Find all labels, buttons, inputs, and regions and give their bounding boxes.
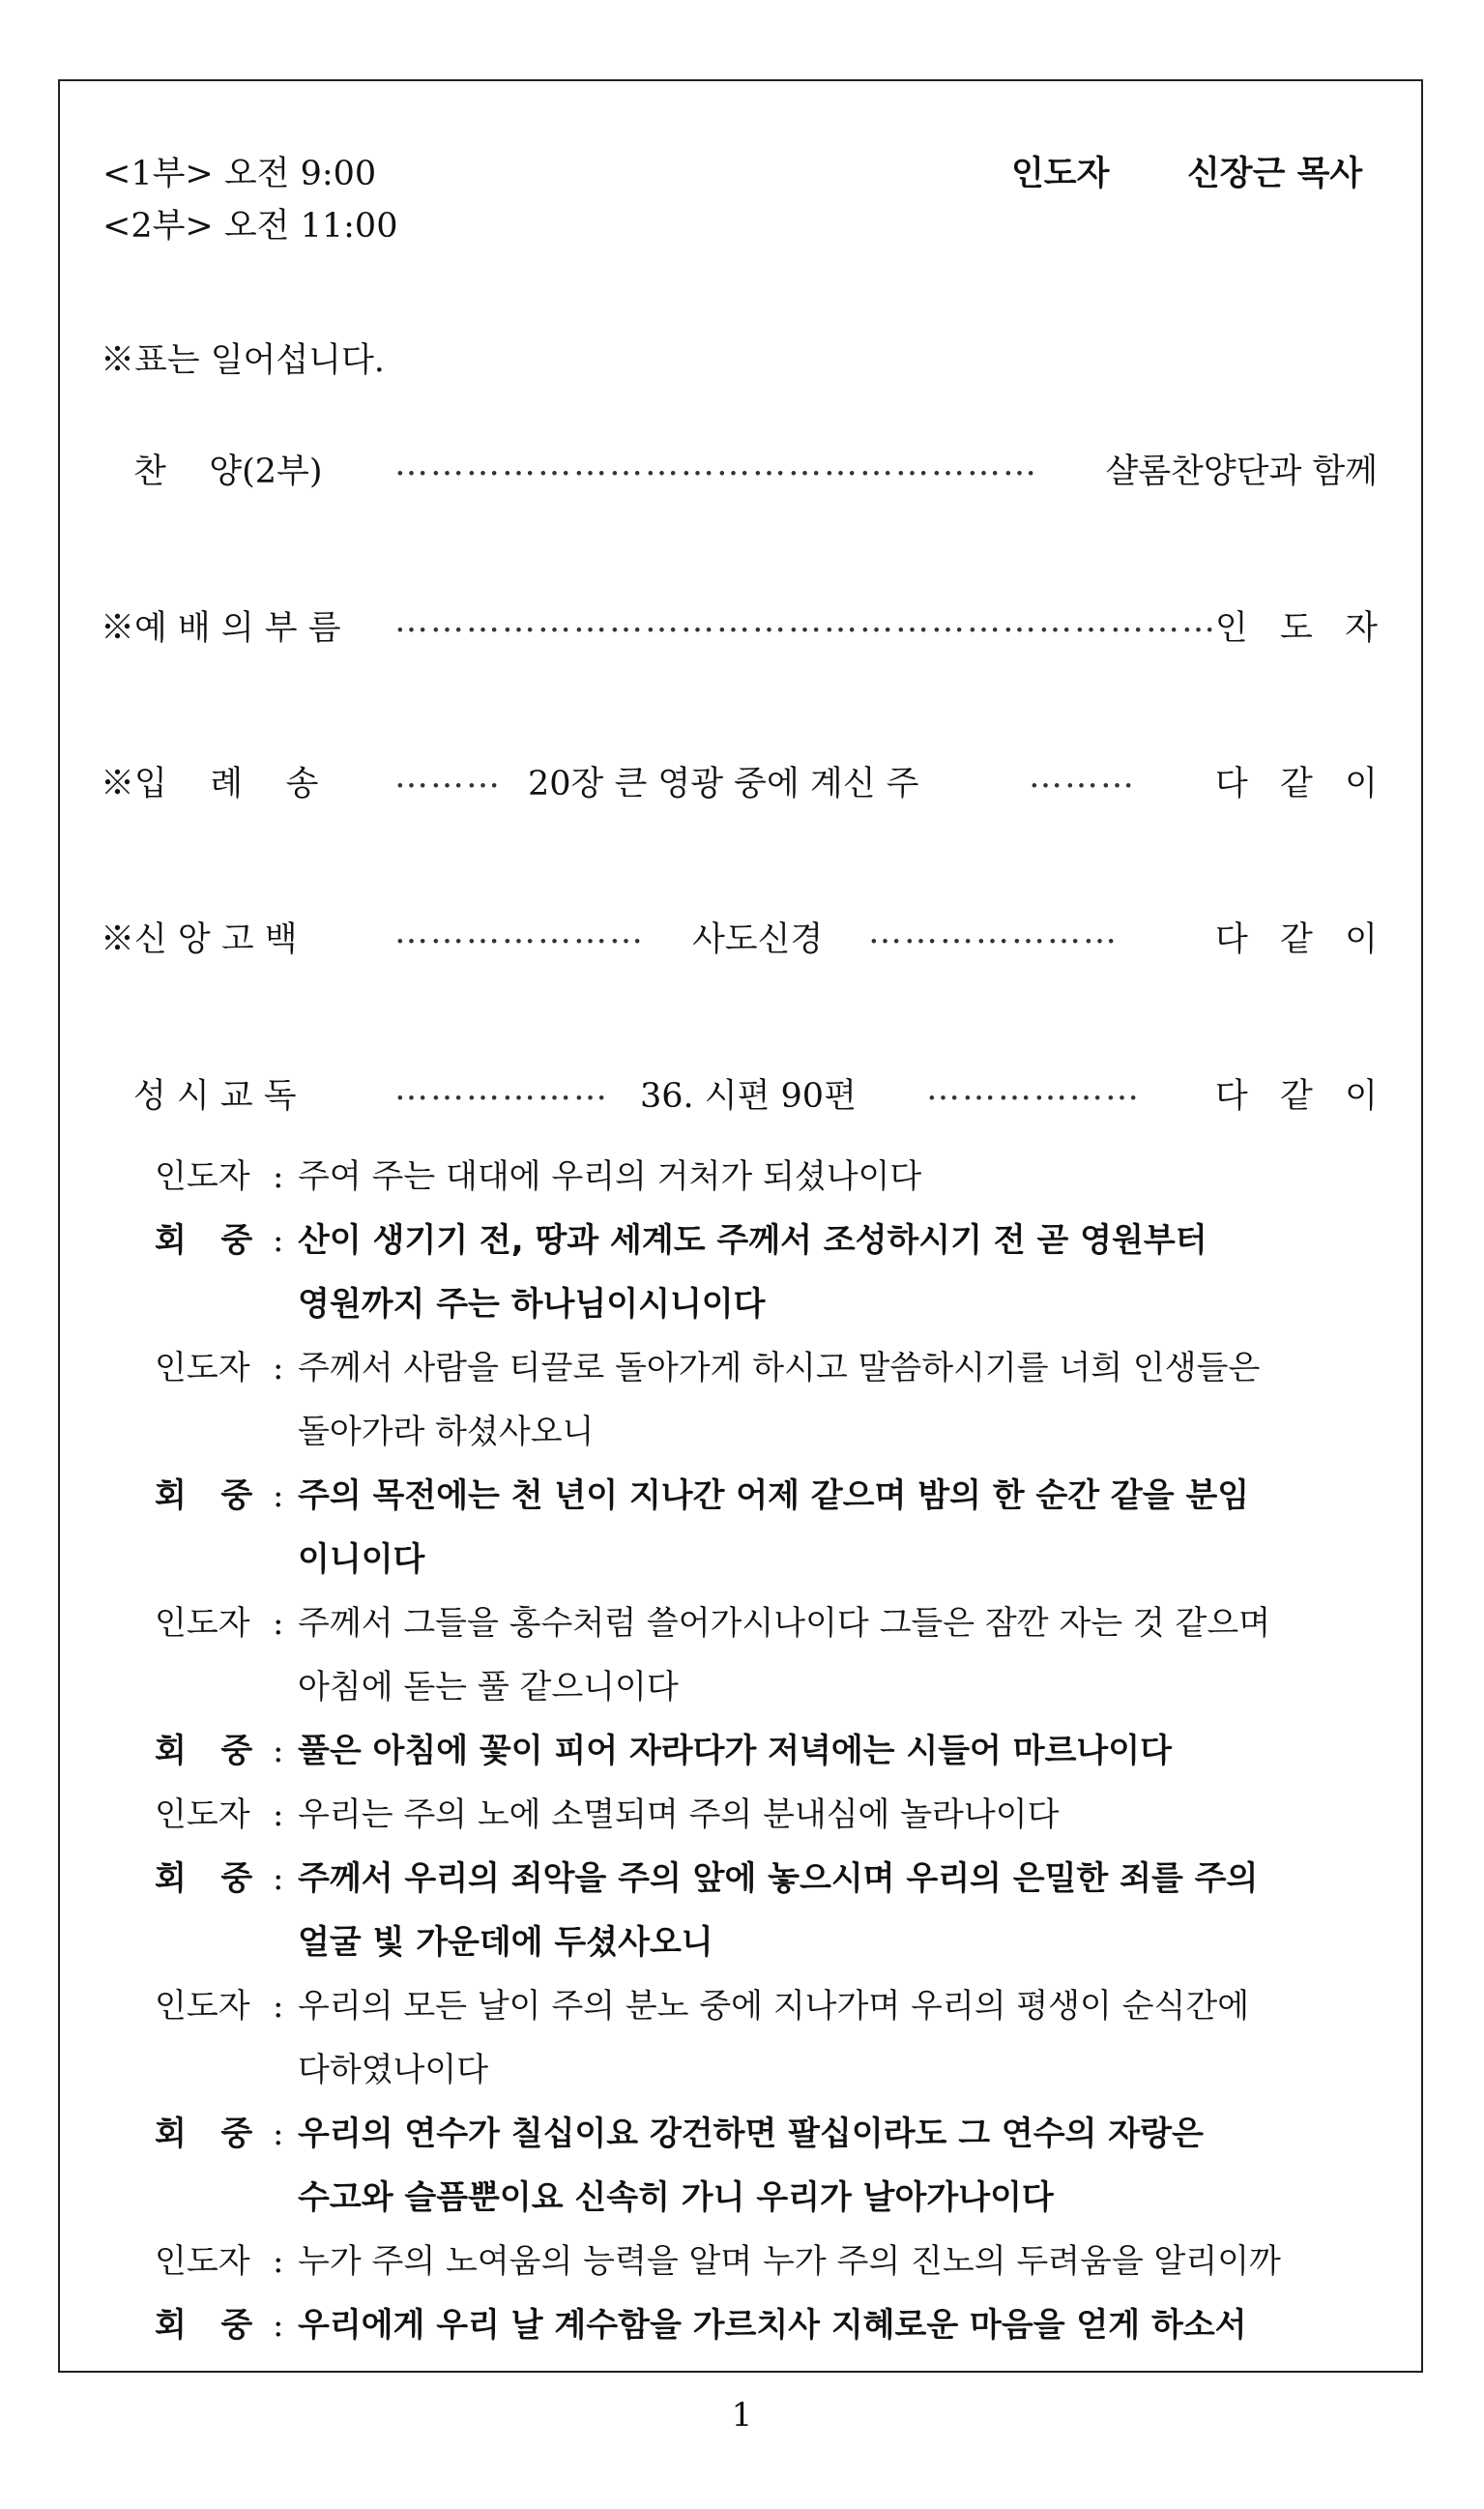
reading-text-line: 주의 목전에는 천 년이 지나간 어제 같으며 밤의 한 순간 같을 분임 — [298, 1476, 1250, 1515]
reading-text-line: 이니이다 — [298, 1540, 425, 1579]
congregation-line — [155, 1719, 1411, 1783]
reading-text — [298, 1783, 1484, 1847]
reading-text — [298, 1145, 1484, 1209]
order-item-performer: 인 도 자 — [1214, 609, 1378, 648]
reading-text-line: 주여 주는 대대에 우리의 거처가 되셨나이다 — [298, 1157, 922, 1196]
reading-text-line: 풀은 아침에 꽃이 피어 자라다가 저녁에는 시들어 마르나이다 — [298, 1732, 1172, 1770]
speaker-label: 인도자 — [155, 1157, 250, 1196]
reading-text — [298, 2293, 1484, 2357]
leader-dots: ……………… — [394, 1069, 609, 1108]
reading-text-line: 우리는 주의 노에 소멸되며 주의 분내심에 놀라나이다 — [298, 1795, 1060, 1834]
reading-text-line: 아침에 돋는 풀 같으니이다 — [298, 1668, 679, 1707]
speaker-colon: : — [273, 1476, 284, 1515]
order-item-title: 성 시 교 독 — [133, 1077, 297, 1116]
leader-line — [155, 2230, 1411, 2293]
order-item-title: 찬 양(2부) — [133, 452, 323, 491]
leader-dots: ………………… — [868, 913, 1119, 951]
order-item — [0, 601, 1484, 659]
order-item-content: 36. 시편 90편 — [640, 1077, 857, 1116]
speaker-colon: : — [273, 1349, 284, 1387]
order-item-title: ※입 례 송 — [101, 765, 319, 803]
reading-text-line: 우리의 연수가 칠십이요 강건하면 팔십이라도 그 연수의 자랑은 — [298, 2115, 1204, 2153]
reading-text-line: 영원까지 주는 하나님이시니이다 — [298, 1285, 766, 1324]
order-item-content: 20장 큰 영광 중에 계신 주 — [528, 765, 919, 803]
leader-dots: ……… — [1029, 757, 1136, 796]
speaker-label: 인도자 — [155, 1604, 250, 1643]
order-item-title: ※신 앙 고 백 — [101, 920, 298, 959]
speaker-colon: : — [273, 1795, 284, 1834]
leader-dots: …………………………………………………………… — [394, 601, 1217, 640]
speaker-colon: : — [273, 1859, 284, 1898]
service-time-2: <2부> 오전 11:00 — [102, 207, 398, 246]
speaker-label: 회 중 — [155, 2306, 253, 2345]
standing-notice: ※표는 일어섭니다. — [101, 341, 385, 380]
reading-text-line: 수고와 슬픔뿐이요 신속히 가니 우리가 날아가나이다 — [298, 2178, 1054, 2217]
leader-name: 신장근 목사 — [1187, 155, 1363, 193]
reading-text — [298, 1464, 1484, 1591]
speaker-label: 회 중 — [155, 1859, 253, 1898]
reading-text-line: 주께서 사람을 티끌로 돌아가게 하시고 말씀하시기를 너희 인생들은 — [298, 1349, 1261, 1387]
reading-text-line: 누가 주의 노여움의 능력을 알며 누가 주의 진노의 두려움을 알리이까 — [298, 2242, 1281, 2281]
order-item-performer: 다 같 이 — [1214, 1077, 1378, 1116]
leader-line — [155, 1336, 1411, 1464]
leader-line — [155, 1783, 1411, 1847]
order-item — [0, 445, 1484, 503]
leader-dots: ……… — [394, 757, 502, 796]
speaker-colon: : — [273, 1732, 284, 1770]
leader-label: 인도자 — [1011, 155, 1110, 193]
speaker-colon: : — [273, 2115, 284, 2153]
order-item-title: ※예 배 의 부 름 — [101, 609, 341, 648]
reading-text-line: 우리의 모든 날이 주의 분노 중에 지나가며 우리의 평생이 순식간에 — [298, 1987, 1250, 2026]
page-number: 1 — [731, 2396, 753, 2435]
service-time-1: <1부> 오전 9:00 — [102, 155, 377, 193]
reading-text-line: 우리에게 우리 날 계수함을 가르치사 지혜로운 마음을 얻게 하소서 — [298, 2306, 1247, 2345]
congregation-line — [155, 1209, 1411, 1336]
leader-line — [155, 1591, 1411, 1719]
reading-text-line: 주께서 그들을 홍수처럼 쓸어가시나이다 그들은 잠깐 자는 것 같으며 — [298, 1604, 1271, 1643]
congregation-line — [155, 2102, 1411, 2230]
speaker-label: 인도자 — [155, 1987, 250, 2026]
order-item — [0, 757, 1484, 815]
order-item-performer: 다 같 이 — [1214, 920, 1378, 959]
speaker-colon: : — [273, 1604, 284, 1643]
reading-text-line: 돌아가라 하셨사오니 — [298, 1413, 595, 1451]
reading-text — [298, 1719, 1484, 1783]
speaker-label: 인도자 — [155, 1349, 250, 1387]
speaker-label: 회 중 — [155, 2115, 253, 2153]
reading-text — [298, 2102, 1484, 2230]
speaker-label: 회 중 — [155, 1221, 253, 1260]
speaker-colon: : — [273, 1987, 284, 2026]
leader-line — [155, 1145, 1411, 1209]
congregation-line — [155, 1847, 1411, 1974]
order-item-content: 사도신경 — [692, 920, 824, 959]
leader-dots: ………………… — [394, 913, 645, 951]
leader-line — [155, 1974, 1411, 2102]
speaker-colon: : — [273, 2242, 284, 2281]
leader-dots: ……………………………………………… — [394, 445, 1038, 483]
speaker-colon: : — [273, 1157, 284, 1196]
order-item — [0, 1069, 1484, 1127]
congregation-line — [155, 1464, 1411, 1591]
reading-text — [298, 1591, 1484, 1719]
leader-dots: ……………… — [926, 1069, 1141, 1108]
reading-text-line: 산이 생기기 전, 땅과 세계도 주께서 조성하시기 전 곧 영원부터 — [298, 1221, 1208, 1260]
order-item-performer: 다 같 이 — [1214, 765, 1378, 803]
reading-text — [298, 1847, 1484, 1974]
reading-text-line: 주께서 우리의 죄악을 주의 앞에 놓으시며 우리의 은밀한 죄를 주의 — [298, 1859, 1259, 1898]
reading-text — [298, 1974, 1484, 2102]
speaker-colon: : — [273, 1221, 284, 1260]
reading-text — [298, 2230, 1484, 2293]
reading-text — [298, 1209, 1484, 1336]
speaker-label: 회 중 — [155, 1732, 253, 1770]
order-item-performer: 샬롬찬양단과 함께 — [1105, 452, 1378, 491]
speaker-label: 인도자 — [155, 1795, 250, 1834]
speaker-label: 인도자 — [155, 2242, 250, 2281]
speaker-label: 회 중 — [155, 1476, 253, 1515]
congregation-line — [155, 2293, 1411, 2357]
reading-text-line: 얼굴 빛 가운데에 두셨사오니 — [298, 1923, 713, 1962]
reading-text — [298, 1336, 1484, 1464]
speaker-colon: : — [273, 2306, 284, 2345]
order-item — [0, 913, 1484, 971]
reading-text-line: 다하였나이다 — [298, 2051, 489, 2089]
